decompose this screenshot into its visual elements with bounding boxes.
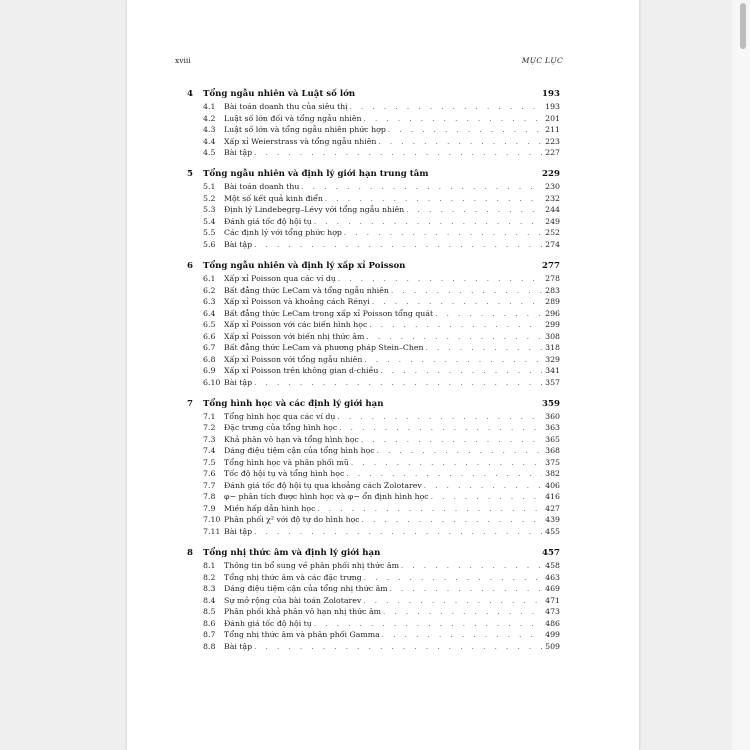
section-line (224, 412, 560, 421)
section-line (224, 228, 560, 237)
running-title: MỤC LỤC (521, 56, 563, 65)
toc-section-entry[interactable] (187, 412, 560, 424)
section-line (224, 240, 560, 249)
section-line (224, 446, 560, 455)
section-number: 7.11 (203, 526, 221, 536)
page-number-roman: xviii (175, 56, 191, 65)
dot-leader (254, 149, 542, 157)
section-number: 8.7 (203, 630, 216, 640)
section-line (224, 527, 560, 536)
toc-section-entry[interactable] (187, 102, 560, 114)
section-title: Bài tập (224, 377, 253, 387)
section-page: 289 (545, 297, 560, 307)
section-page: 227 (545, 148, 560, 157)
toc-section-entry[interactable] (187, 240, 560, 252)
chapter-heading[interactable] (187, 169, 560, 182)
section-number: 5.3 (203, 205, 216, 215)
chapter-number: 7 (187, 398, 193, 409)
section-line (224, 286, 560, 295)
dot-leader (254, 643, 542, 651)
section-number: 6.9 (203, 366, 216, 376)
section-title: Miền hấp dẫn hình học (224, 503, 316, 513)
dot-leader (301, 183, 542, 191)
chapter-page: 457 (542, 548, 560, 559)
dot-leader (363, 597, 542, 605)
dot-leader (254, 241, 542, 249)
toc-section-entry[interactable] (187, 573, 560, 585)
chapter-heading[interactable] (187, 548, 560, 561)
section-page: 368 (545, 446, 560, 456)
section-page: 232 (545, 193, 560, 203)
section-number: 6.2 (203, 285, 216, 295)
dot-leader (391, 287, 542, 295)
section-number: 6.3 (203, 297, 216, 307)
toc-section-entry[interactable] (187, 114, 560, 126)
section-line (224, 366, 560, 375)
section-page: 360 (545, 411, 560, 421)
toc-section-entry[interactable] (187, 492, 560, 504)
section-number: 5.4 (203, 216, 216, 226)
section-number: 7.5 (203, 457, 216, 467)
section-title: Thông tin bổ sung về phân phối nhị thức âm (224, 561, 399, 571)
section-line (224, 515, 560, 524)
section-title: Bài tập (224, 526, 253, 536)
section-page: 499 (545, 630, 560, 640)
dot-leader (344, 229, 542, 237)
dot-leader (377, 447, 542, 455)
section-title: Tổng hình học và phân phối mũ (224, 457, 349, 467)
section-line (224, 274, 560, 283)
toc-section-entry[interactable] (187, 469, 560, 481)
toc-section-entry[interactable] (187, 481, 560, 493)
dot-leader (390, 585, 542, 593)
toc-section-entry[interactable] (187, 423, 560, 435)
section-title: Tổng hình học qua các ví dụ (224, 411, 336, 421)
section-page: 455 (545, 526, 560, 536)
section-title: Bài toán doanh thu của siêu thị (224, 102, 348, 111)
dot-leader (382, 631, 542, 639)
dot-leader (424, 482, 542, 490)
section-line (224, 297, 560, 306)
toc-section-entry[interactable] (187, 446, 560, 458)
section-number: 5.5 (203, 228, 216, 238)
dot-leader (339, 424, 542, 432)
section-line (224, 492, 560, 501)
section-line (224, 332, 560, 341)
section-number: 6.4 (203, 308, 216, 318)
toc-section-entry[interactable] (187, 515, 560, 527)
section-line (224, 343, 560, 352)
chapter-heading[interactable] (187, 89, 560, 102)
section-page: 509 (545, 641, 560, 651)
toc-section-entry[interactable] (187, 148, 560, 160)
section-line (224, 630, 560, 639)
dot-leader (346, 470, 542, 478)
section-title: Dáng điệu tiệm cận của tổng hình học (224, 446, 375, 456)
toc-section-entry[interactable] (187, 642, 560, 654)
chapter-title: Tổng ngẫu nhiên và Luật số lớn (203, 89, 356, 99)
section-title: Xấp xỉ Poisson với tổng ngẫu nhiên (224, 354, 363, 364)
section-title: Bất đẳng thức LeCam trong xấp xỉ Poisson tổng quát (224, 308, 434, 318)
chapter-page: 359 (542, 398, 560, 409)
section-page: 463 (545, 572, 560, 582)
toc-section-entry[interactable] (187, 355, 560, 367)
section-title: Xấp xỉ Poisson trên không gian d-chiều (224, 366, 379, 376)
chapter-page: 193 (542, 89, 560, 99)
toc-section-entry[interactable] (187, 332, 560, 344)
section-line (224, 423, 560, 432)
dot-leader (361, 436, 542, 444)
section-title: Bài toán doanh thu (224, 182, 300, 192)
section-line (224, 504, 560, 513)
section-line (224, 205, 560, 214)
section-title: Tốc độ hội tụ và tổng hình học (224, 469, 345, 479)
section-page: 341 (545, 366, 560, 376)
section-line (224, 114, 560, 123)
dot-leader (314, 218, 542, 226)
chapter-number: 5 (187, 169, 193, 180)
dot-leader (366, 333, 542, 341)
section-page: 329 (545, 354, 560, 364)
section-page: 458 (545, 561, 560, 571)
section-number: 7.7 (203, 480, 216, 490)
section-number: 8.4 (203, 595, 216, 605)
section-page: 308 (545, 331, 560, 341)
section-line (224, 182, 560, 191)
section-page: 223 (545, 136, 560, 146)
section-title: Khả phân vô hạn và tổng hình học (224, 434, 359, 444)
section-title: Đặc trưng của tổng hình học (224, 423, 338, 433)
section-title: Một số kết quả kinh điển (224, 193, 323, 203)
chapter-heading[interactable] (187, 399, 560, 412)
toc-chapter (187, 169, 560, 251)
toc-section-entry[interactable] (187, 228, 560, 240)
section-title: Bất đẳng thức LeCam và phương pháp Stein–Chen (224, 343, 424, 353)
dot-leader (435, 310, 542, 318)
dot-leader (314, 620, 542, 628)
toc-chapter (187, 548, 560, 653)
section-title: Đánh giá tốc độ hội tụ (224, 216, 312, 226)
section-title: Sự mở rộng của bài toán Zolotarev (224, 595, 362, 605)
section-title: Bài tập (224, 239, 253, 249)
dot-leader (364, 115, 542, 123)
section-title: φ− phân tích được hình học và φ− ổn định hình học (224, 492, 429, 502)
section-number: 8.6 (203, 618, 216, 628)
section-title: Xấp xỉ Poisson và khoảng cách Rényi (224, 297, 370, 307)
toc-section-entry[interactable] (187, 378, 560, 390)
section-page: 230 (545, 182, 560, 192)
section-title: Tổng nhị thức âm và các đặc trưng (224, 572, 362, 582)
section-line (224, 573, 560, 582)
dot-leader (351, 459, 542, 467)
section-page: 427 (545, 503, 560, 513)
section-line (224, 561, 560, 570)
document-page (127, 0, 639, 750)
toc-chapter (187, 261, 560, 389)
toc-section-entry[interactable] (187, 274, 560, 286)
dot-leader (338, 275, 542, 283)
section-number: 6.5 (203, 320, 216, 330)
toc-section-entry[interactable] (187, 205, 560, 217)
toc-chapter (187, 89, 560, 160)
dot-leader (369, 321, 542, 329)
section-line (224, 642, 560, 651)
toc-section-entry[interactable] (187, 435, 560, 447)
section-page: 193 (545, 102, 560, 111)
chapter-page: 277 (542, 261, 560, 272)
toc-section-entry[interactable] (187, 527, 560, 539)
toc-section-entry[interactable] (187, 630, 560, 642)
toc-section-entry[interactable] (187, 596, 560, 608)
section-page: 439 (545, 515, 560, 525)
section-number: 7.2 (203, 423, 216, 433)
section-line (224, 148, 560, 157)
toc-section-entry[interactable] (187, 584, 560, 596)
section-page: 406 (545, 480, 560, 490)
section-page: 382 (545, 469, 560, 479)
section-number: 6.7 (203, 343, 216, 353)
section-number: 7.10 (203, 515, 221, 525)
section-number: 6.8 (203, 354, 216, 364)
section-number: 6.1 (203, 274, 216, 284)
dot-leader (431, 493, 542, 501)
section-page: 375 (545, 457, 560, 467)
toc-section-entry[interactable] (187, 607, 560, 619)
section-line (224, 481, 560, 490)
section-number: 7.3 (203, 434, 216, 444)
section-line (224, 355, 560, 364)
section-line (224, 102, 560, 111)
section-number: 5.2 (203, 193, 216, 203)
chapter-title: Tổng ngẫu nhiên và định lý giới hạn trung tâm (203, 169, 429, 180)
section-line (224, 619, 560, 628)
section-page: 274 (545, 239, 560, 249)
section-page: 296 (545, 308, 560, 318)
toc-section-entry[interactable] (187, 194, 560, 206)
toc-section-entry[interactable] (187, 286, 560, 298)
section-number: 6.6 (203, 331, 216, 341)
section-page: 249 (545, 216, 560, 226)
section-number: 4.2 (203, 113, 216, 123)
dot-leader (254, 379, 542, 387)
section-number: 7.1 (203, 411, 216, 421)
section-line (224, 435, 560, 444)
dot-leader (337, 413, 542, 421)
toc-section-entry[interactable] (187, 125, 560, 137)
dot-leader (401, 562, 542, 570)
toc-section-entry[interactable] (187, 137, 560, 149)
section-number: 8.5 (203, 607, 216, 617)
section-number: 8.8 (203, 641, 216, 651)
toc-section-entry[interactable] (187, 619, 560, 631)
section-number: 7.6 (203, 469, 216, 479)
dot-leader (364, 574, 542, 582)
toc-section-entry[interactable] (187, 458, 560, 470)
chapter-title: Tổng hình học và các định lý giới hạn (203, 398, 384, 409)
dot-leader (380, 367, 542, 375)
section-title: Xấp xỉ Poisson với biến nhị thức âm (224, 331, 365, 341)
dot-leader (378, 138, 542, 146)
section-line (224, 137, 560, 146)
dot-leader (406, 206, 542, 214)
chapter-heading[interactable] (187, 261, 560, 274)
toc-section-entry[interactable] (187, 309, 560, 321)
toc-section-entry[interactable] (187, 217, 560, 229)
section-number: 7.4 (203, 446, 216, 456)
section-number: 7.9 (203, 503, 216, 513)
toc-section-entry[interactable] (187, 561, 560, 573)
toc-section-entry[interactable] (187, 504, 560, 516)
section-number: 4.1 (203, 102, 216, 111)
dot-leader (317, 505, 542, 513)
section-line (224, 217, 560, 226)
section-number: 4.5 (203, 148, 216, 157)
section-page: 244 (545, 205, 560, 215)
section-number: 5.6 (203, 239, 216, 249)
section-line (224, 125, 560, 134)
section-title: Bài tập (224, 148, 253, 157)
section-number: 8.1 (203, 561, 216, 571)
section-title: Xấp xỉ Weierstrass và tổng ngẫu nhiên (224, 136, 377, 146)
chapter-title: Tổng nhị thức âm và định lý giới hạn (203, 548, 381, 559)
section-line (224, 584, 560, 593)
dot-leader (388, 126, 542, 134)
section-number: 8.3 (203, 584, 216, 594)
section-title: Phân phối khả phân vô hạn nhị thức âm (224, 607, 382, 617)
chapter-number: 6 (187, 261, 193, 272)
section-title: Đánh giá tốc độ hội tụ (224, 618, 312, 628)
section-line (224, 320, 560, 329)
section-title: Xấp xỉ Poisson qua các ví dụ (224, 274, 336, 284)
dot-leader (350, 103, 542, 111)
toc-section-entry[interactable] (187, 320, 560, 332)
dot-leader (254, 528, 542, 536)
section-title: Các định lý với tổng phức hợp (224, 228, 342, 238)
section-page: 416 (545, 492, 560, 502)
section-number: 5.1 (203, 182, 216, 192)
section-title: Đánh giá tốc độ hội tụ qua khoảng cách Zolotarev (224, 480, 422, 490)
dot-leader (362, 516, 542, 524)
toc-section-entry[interactable] (187, 343, 560, 355)
section-number: 7.8 (203, 492, 216, 502)
toc-chapter (187, 399, 560, 539)
chapter-number: 8 (187, 548, 193, 559)
section-title: Bài tập (224, 641, 253, 651)
section-page: 469 (545, 584, 560, 594)
dot-leader (426, 344, 542, 352)
section-title: Xấp xỉ Poisson với các biến hình học (224, 320, 368, 330)
chapter-title: Tổng ngẫu nhiên và định lý xấp xỉ Poisson (203, 261, 406, 272)
section-page: 318 (545, 343, 560, 353)
toc-section-entry[interactable] (187, 297, 560, 309)
section-title: Bất đẳng thức LeCam và tổng ngẫu nhiên (224, 285, 389, 295)
section-page: 473 (545, 607, 560, 617)
toc-section-entry[interactable] (187, 366, 560, 378)
section-line (224, 607, 560, 616)
scrollbar[interactable] (732, 0, 750, 750)
section-line (224, 309, 560, 318)
section-number: 8.2 (203, 572, 216, 582)
section-page: 211 (545, 125, 560, 134)
dot-leader (325, 195, 542, 203)
section-page: 283 (545, 285, 560, 295)
section-line (224, 194, 560, 203)
dot-leader (372, 298, 542, 306)
toc-section-entry[interactable] (187, 182, 560, 194)
section-line (224, 378, 560, 387)
section-line (224, 469, 560, 478)
section-line (224, 596, 560, 605)
section-page: 357 (545, 377, 560, 387)
section-title: Dáng điệu tiệm cận của tổng nhị thức âm (224, 584, 388, 594)
table-of-contents (187, 89, 560, 663)
section-title: Luật số lớn đối và tổng ngẫu nhiên (224, 113, 362, 123)
section-page: 365 (545, 434, 560, 444)
dot-leader (383, 608, 542, 616)
section-number: 4.3 (203, 125, 216, 134)
section-title: Định lý Lindebegrg–Lévy với tổng ngẫu nhiên (224, 205, 405, 215)
section-page: 471 (545, 595, 560, 605)
section-line (224, 458, 560, 467)
section-page: 299 (545, 320, 560, 330)
section-page: 278 (545, 274, 560, 284)
chapter-page: 229 (542, 169, 560, 180)
section-title: Tổng nhị thức âm và phân phối Gamma (224, 630, 380, 640)
running-head (127, 56, 639, 68)
scrollbar-thumb[interactable] (740, 3, 746, 49)
section-page: 201 (545, 113, 560, 123)
section-title: Phân phối χ² với độ tự do hình học (224, 515, 360, 525)
section-page: 252 (545, 228, 560, 238)
section-page: 363 (545, 423, 560, 433)
section-title: Luật số lớn và tổng ngẫu nhiên phức hợp (224, 125, 386, 134)
dot-leader (364, 356, 542, 364)
chapter-number: 4 (187, 89, 193, 99)
section-number: 4.4 (203, 136, 216, 146)
section-number: 6.10 (203, 377, 221, 387)
section-page: 486 (545, 618, 560, 628)
